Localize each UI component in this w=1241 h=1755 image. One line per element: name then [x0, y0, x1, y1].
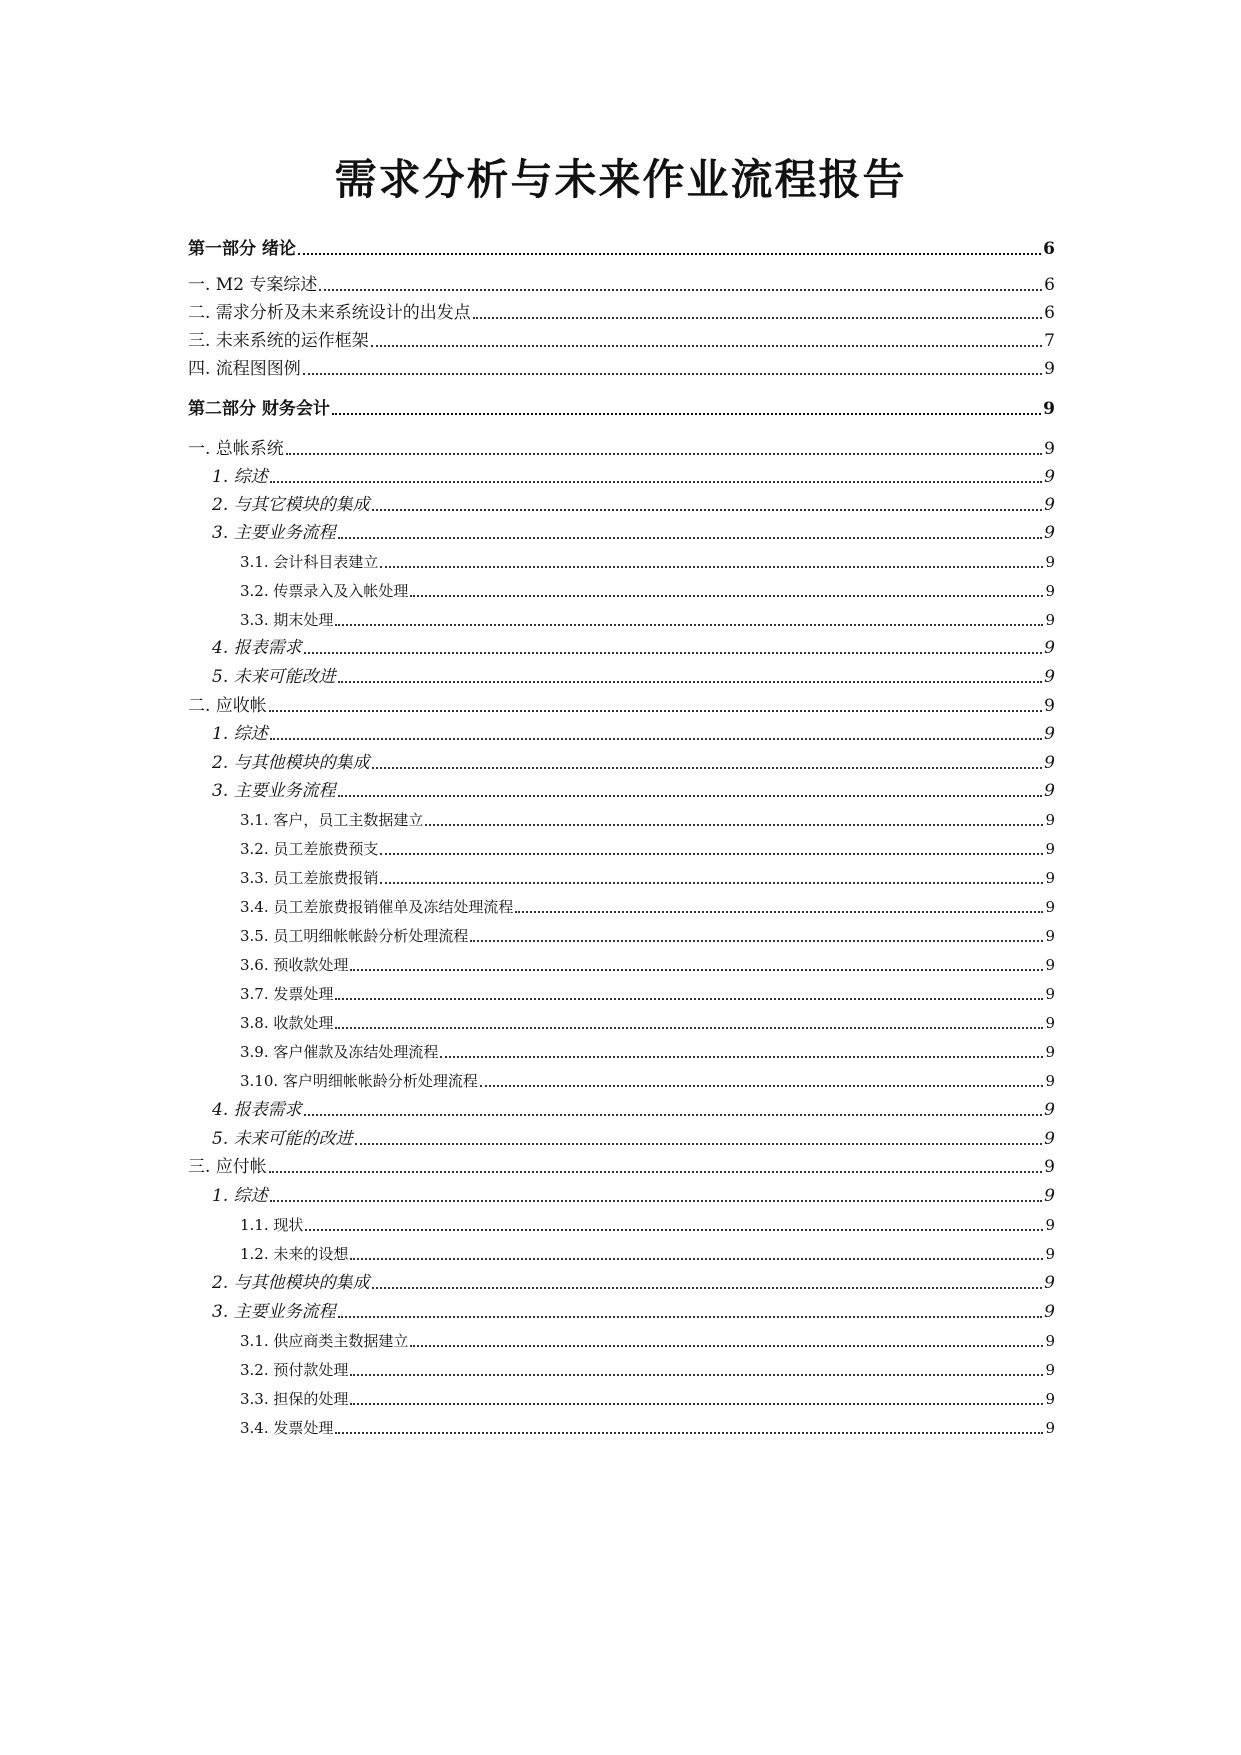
- toc-page-number: 9: [1045, 1043, 1055, 1061]
- toc-page-number: 9: [1045, 1332, 1055, 1350]
- toc-entry[interactable]: [188, 266, 1055, 296]
- toc-entry-label: 3.3. 员工差旅费报销: [240, 869, 379, 887]
- toc-entry-label: 3.2. 预付款处理: [240, 1361, 349, 1379]
- toc-page-number: 9: [1045, 1072, 1055, 1090]
- toc-dot-leader: [480, 1085, 1044, 1087]
- toc-entry-label: 4. 报表需求: [212, 638, 302, 658]
- toc-page-number: 9: [1045, 1245, 1055, 1263]
- toc-entry[interactable]: [188, 629, 1055, 659]
- toc-dot-leader: [410, 1345, 1043, 1347]
- toc-page-number: 9: [1045, 840, 1055, 858]
- toc-dot-leader: [372, 1287, 1043, 1289]
- toc-dot-leader: [350, 1374, 1043, 1376]
- toc-entry-label: 4. 报表需求: [212, 1100, 302, 1120]
- toc-entry-label: 1.2. 未来的设想: [240, 1245, 349, 1263]
- toc-entry[interactable]: [188, 1206, 1055, 1236]
- toc-entry-label: 第一部分 绪论: [188, 239, 296, 259]
- toc-entry-label: 2. 与其它模块的集成: [212, 495, 370, 515]
- toc-dot-leader: [332, 413, 1041, 415]
- toc-dot-leader: [371, 345, 1042, 347]
- toc-part-entry[interactable]: [188, 230, 1055, 260]
- toc-entry-label: 3.4. 发票处理: [240, 1419, 334, 1437]
- toc-entry-label: 3.1. 客户，员工主数据建立: [240, 811, 424, 829]
- toc-entry-label: 三. 未来系统的运作框架: [188, 331, 369, 351]
- toc-entry[interactable]: [188, 294, 1055, 324]
- toc-entry[interactable]: [188, 1235, 1055, 1265]
- toc-entry-label: 2. 与其他模块的集成: [212, 1273, 370, 1293]
- toc-dot-leader: [410, 595, 1043, 597]
- toc-entry-label: 3. 主要业务流程: [212, 523, 336, 543]
- toc-dot-leader: [269, 1171, 1042, 1173]
- toc-dot-leader: [286, 453, 1042, 455]
- toc-entry[interactable]: [188, 1322, 1055, 1352]
- toc-page-number: 9: [1044, 1186, 1055, 1206]
- toc-dot-leader: [473, 317, 1042, 319]
- toc-entry-label: 3. 主要业务流程: [212, 781, 336, 801]
- toc-page-number: 9: [1045, 956, 1055, 974]
- toc-page-number: 9: [1045, 869, 1055, 887]
- toc-entry-label: 四. 流程图图例: [188, 359, 301, 379]
- toc-entry[interactable]: [188, 888, 1055, 918]
- toc-page-number: 9: [1044, 523, 1055, 543]
- toc-entry[interactable]: [188, 601, 1055, 631]
- toc-entry-label: 3.6. 预收款处理: [240, 956, 349, 974]
- toc-dot-leader: [338, 681, 1043, 683]
- toc-entry-label: 1.1. 现状: [240, 1216, 304, 1234]
- toc-entry[interactable]: [188, 859, 1055, 889]
- toc-dot-leader: [303, 373, 1042, 375]
- toc-entry[interactable]: [188, 1120, 1055, 1150]
- toc-page-number: 9: [1044, 667, 1055, 687]
- toc-page-number: 9: [1045, 1014, 1055, 1032]
- toc-dot-leader: [338, 795, 1043, 797]
- toc-entry[interactable]: [188, 946, 1055, 976]
- toc-dot-leader: [338, 537, 1043, 539]
- toc-dot-leader: [335, 1432, 1043, 1434]
- toc-entry[interactable]: [188, 1148, 1055, 1178]
- document-title: 需求分析与未来作业流程报告: [334, 155, 907, 204]
- toc-page-number: 9: [1045, 582, 1055, 600]
- toc-page-number: 9: [1044, 1157, 1055, 1177]
- toc-dot-leader: [380, 853, 1043, 855]
- toc-page-number: 9: [1043, 399, 1055, 419]
- toc-dot-leader: [338, 1316, 1043, 1318]
- toc-dot-leader: [350, 969, 1043, 971]
- toc-entry-label: 二. 应收帐: [188, 696, 267, 716]
- toc-dot-leader: [350, 1258, 1043, 1260]
- toc-page-number: 9: [1044, 696, 1055, 716]
- toc-dot-leader: [304, 652, 1043, 654]
- toc-dot-leader: [350, 1403, 1043, 1405]
- toc-dot-leader: [440, 1056, 1043, 1058]
- toc-dot-leader: [298, 253, 1041, 255]
- toc-page-number: 9: [1044, 359, 1055, 379]
- toc-page-number: 9: [1045, 898, 1055, 916]
- toc-dot-leader: [380, 882, 1043, 884]
- toc-entry-label: 2. 与其他模块的集成: [212, 753, 370, 773]
- toc-page-number: 9: [1045, 611, 1055, 629]
- toc-page-number: 9: [1045, 927, 1055, 945]
- toc-page-number: 9: [1044, 495, 1055, 515]
- toc-dot-leader: [372, 767, 1043, 769]
- toc-page-number: 9: [1045, 985, 1055, 1003]
- toc-entry-label: 3.2. 员工差旅费预支: [240, 840, 379, 858]
- toc-entry[interactable]: [188, 1033, 1055, 1063]
- toc-page-number: 9: [1044, 638, 1055, 658]
- toc-page-number: 9: [1044, 753, 1055, 773]
- toc-entry-label: 3.3. 期末处理: [240, 611, 334, 629]
- toc-part-entry[interactable]: [188, 390, 1055, 420]
- toc-page-number: 9: [1045, 1216, 1055, 1234]
- toc-dot-leader: [270, 738, 1043, 740]
- toc-page-number: 9: [1044, 1100, 1055, 1120]
- toc-dot-leader: [304, 1114, 1043, 1116]
- toc-entry-label: 一. M2 专案综述: [188, 275, 318, 295]
- toc-dot-leader: [270, 1200, 1043, 1202]
- toc-entry-label: 三. 应付帐: [188, 1157, 267, 1177]
- toc-entry-label: 3.2. 传票录入及入帐处理: [240, 582, 409, 600]
- toc-dot-leader: [335, 998, 1043, 1000]
- toc-entry[interactable]: [188, 458, 1055, 488]
- toc-dot-leader: [270, 481, 1043, 483]
- toc-entry[interactable]: [188, 744, 1055, 774]
- toc-entry[interactable]: [188, 917, 1055, 947]
- toc-entry[interactable]: [188, 514, 1055, 544]
- toc-page-number: 9: [1045, 1361, 1055, 1379]
- toc-entry-label: 3.7. 发票处理: [240, 985, 334, 1003]
- toc-entry-label: 3. 主要业务流程: [212, 1302, 336, 1322]
- toc-entry[interactable]: [188, 322, 1055, 352]
- toc-dot-leader: [269, 710, 1042, 712]
- toc-entry-label: 5. 未来可能改进: [212, 667, 336, 687]
- toc-page-number: 9: [1044, 1273, 1055, 1293]
- toc-entry-label: 3.5. 员工明细帐帐龄分析处理流程: [240, 927, 469, 945]
- toc-page-number: 7: [1044, 331, 1055, 351]
- toc-entry[interactable]: [188, 1293, 1055, 1323]
- toc-page-number: 9: [1045, 1390, 1055, 1408]
- toc-entry-label: 3.4. 员工差旅费报销催单及冻结处理流程: [240, 898, 514, 916]
- toc-page-number: 9: [1044, 1129, 1055, 1149]
- toc-dot-leader: [372, 509, 1043, 511]
- toc-dot-leader: [305, 1229, 1043, 1231]
- toc-page-number: 6: [1044, 275, 1055, 295]
- toc-dot-leader: [335, 1027, 1043, 1029]
- toc-entry[interactable]: [188, 1351, 1055, 1381]
- toc-entry[interactable]: [188, 658, 1055, 688]
- toc-page-number: 9: [1045, 553, 1055, 571]
- toc-page-number: 9: [1044, 467, 1055, 487]
- toc-page-number: 9: [1044, 724, 1055, 744]
- toc-entry-label: 1. 综述: [212, 1186, 268, 1206]
- toc-entry[interactable]: [188, 1177, 1055, 1207]
- toc-entry[interactable]: [188, 1004, 1055, 1034]
- toc-entry-label: 第二部分 财务会计: [188, 399, 330, 419]
- toc-entry[interactable]: [188, 350, 1055, 380]
- toc-entry-label: 3.3. 担保的处理: [240, 1390, 349, 1408]
- toc-entry[interactable]: [188, 830, 1055, 860]
- toc-page-number: 9: [1044, 439, 1055, 459]
- toc-page-number: 9: [1044, 1302, 1055, 1322]
- toc-page-number: 9: [1044, 781, 1055, 801]
- toc-entry[interactable]: [188, 975, 1055, 1005]
- toc-entry-label: 1. 综述: [212, 467, 268, 487]
- toc-entry[interactable]: [188, 772, 1055, 802]
- toc-entry[interactable]: [188, 1062, 1055, 1092]
- toc-entry-label: 3.9. 客户催款及冻结处理流程: [240, 1043, 439, 1061]
- toc-entry-label: 5. 未来可能的改进: [212, 1129, 353, 1149]
- toc-entry-label: 3.8. 收款处理: [240, 1014, 334, 1032]
- toc-entry-label: 一. 总帐系统: [188, 439, 284, 459]
- toc-entry-label: 3.1. 会计科目表建立: [240, 553, 379, 571]
- toc-dot-leader: [335, 624, 1043, 626]
- toc-entry-label: 3.1. 供应商类主数据建立: [240, 1332, 409, 1350]
- toc-entry[interactable]: [188, 1264, 1055, 1294]
- toc-entry[interactable]: [188, 1409, 1055, 1439]
- toc-entry[interactable]: [188, 430, 1055, 460]
- toc-dot-leader: [515, 911, 1043, 913]
- toc-entry[interactable]: [188, 543, 1055, 573]
- toc-dot-leader: [355, 1143, 1043, 1145]
- toc-dot-leader: [470, 940, 1043, 942]
- toc-entry[interactable]: [188, 572, 1055, 602]
- toc-entry[interactable]: [188, 1091, 1055, 1121]
- toc-entry[interactable]: [188, 486, 1055, 516]
- toc-page-number: 9: [1045, 1419, 1055, 1437]
- toc-entry-label: 3.10. 客户明细帐帐龄分析处理流程: [240, 1072, 478, 1090]
- toc-entry-label: 二. 需求分析及未来系统设计的出发点: [188, 303, 471, 323]
- toc-entry[interactable]: [188, 801, 1055, 831]
- toc-entry[interactable]: [188, 687, 1055, 717]
- toc-entry[interactable]: [188, 715, 1055, 745]
- toc-page-number: 6: [1043, 239, 1055, 259]
- toc-page-number: 9: [1045, 811, 1055, 829]
- toc-entry-label: 1. 综述: [212, 724, 268, 744]
- toc-dot-leader: [319, 289, 1042, 291]
- toc-entry[interactable]: [188, 1380, 1055, 1410]
- toc-dot-leader: [425, 824, 1043, 826]
- toc-dot-leader: [380, 566, 1043, 568]
- toc-page-number: 6: [1044, 303, 1055, 323]
